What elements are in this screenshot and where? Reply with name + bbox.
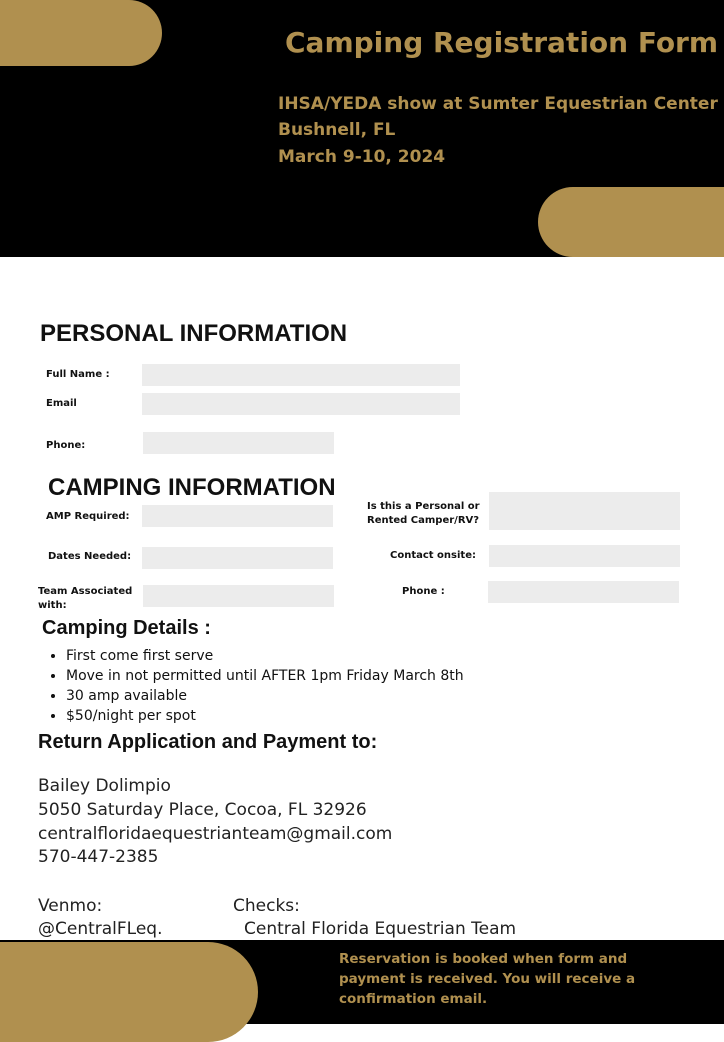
decorative-pill-bottom (0, 942, 258, 1042)
phone-label: Phone: (46, 440, 86, 451)
venmo-handle: @CentralFLeq. (38, 919, 163, 939)
venmo-label: Venmo: (38, 896, 103, 916)
contact-onsite-field[interactable] (489, 545, 680, 567)
team-label-line-1: Team Associated (38, 586, 133, 597)
event-location: Bushnell, FL (278, 120, 396, 140)
camping-details-list (46, 646, 464, 726)
contact-name: Bailey Dolimpio (38, 776, 171, 796)
team-label-line-2: with: (38, 600, 67, 611)
checks-label: Checks: (233, 896, 300, 916)
contact-phone: 570-447-2385 (38, 847, 159, 867)
decorative-pill-right (538, 187, 724, 257)
team-associated-label (38, 585, 132, 613)
return-heading: Return Application and Payment to: (38, 731, 378, 753)
onsite-phone-field[interactable] (488, 581, 679, 603)
contact-onsite-label: Contact onsite: (390, 550, 476, 561)
event-dates: March 9-10, 2024 (278, 147, 446, 167)
onsite-phone-label: Phone : (402, 586, 445, 597)
camping-details-heading: Camping Details : (42, 617, 211, 639)
dates-needed-field[interactable] (142, 547, 333, 569)
camper-type-label-line-2: Rented Camper/RV? (367, 515, 480, 526)
email-field[interactable] (142, 393, 460, 415)
event-name: IHSA/YEDA show at Sumter Equestrian Center (278, 94, 718, 114)
list-item: • First come first serve (66, 646, 464, 666)
full-name-label: Full Name : (46, 369, 110, 380)
mailing-address: 5050 Saturday Place, Cocoa, FL 32926 (38, 800, 367, 820)
phone-field[interactable] (143, 432, 334, 454)
checks-payee: Central Florida Equestrian Team (244, 919, 517, 939)
camper-type-label-line-1: Is this a Personal or (367, 501, 480, 512)
camper-type-field[interactable] (489, 492, 680, 530)
contact-email: centralfloridaequestrianteam@gmail.com (38, 824, 393, 844)
footer-note: Reservation is booked when form and payment is received. You will receive a confirmation email. (339, 951, 636, 1007)
full-name-field[interactable] (142, 364, 460, 386)
form-title: Camping Registration Form (285, 26, 719, 59)
list-item: • Move in not permitted until AFTER 1pm Friday March 8th (66, 666, 464, 686)
dates-needed-label: Dates Needed: (48, 551, 132, 562)
camping-info-heading: CAMPING INFORMATION (48, 474, 336, 501)
amp-required-field[interactable] (142, 505, 333, 527)
email-label: Email (46, 398, 77, 409)
list-item: • $50/night per spot (66, 706, 464, 726)
personal-info-heading: PERSONAL INFORMATION (40, 320, 348, 347)
camper-type-label (367, 500, 480, 528)
list-item: • 30 amp available (66, 686, 464, 706)
decorative-pill-top (0, 0, 162, 66)
amp-required-label: AMP Required: (46, 511, 130, 522)
team-associated-field[interactable] (143, 585, 334, 607)
